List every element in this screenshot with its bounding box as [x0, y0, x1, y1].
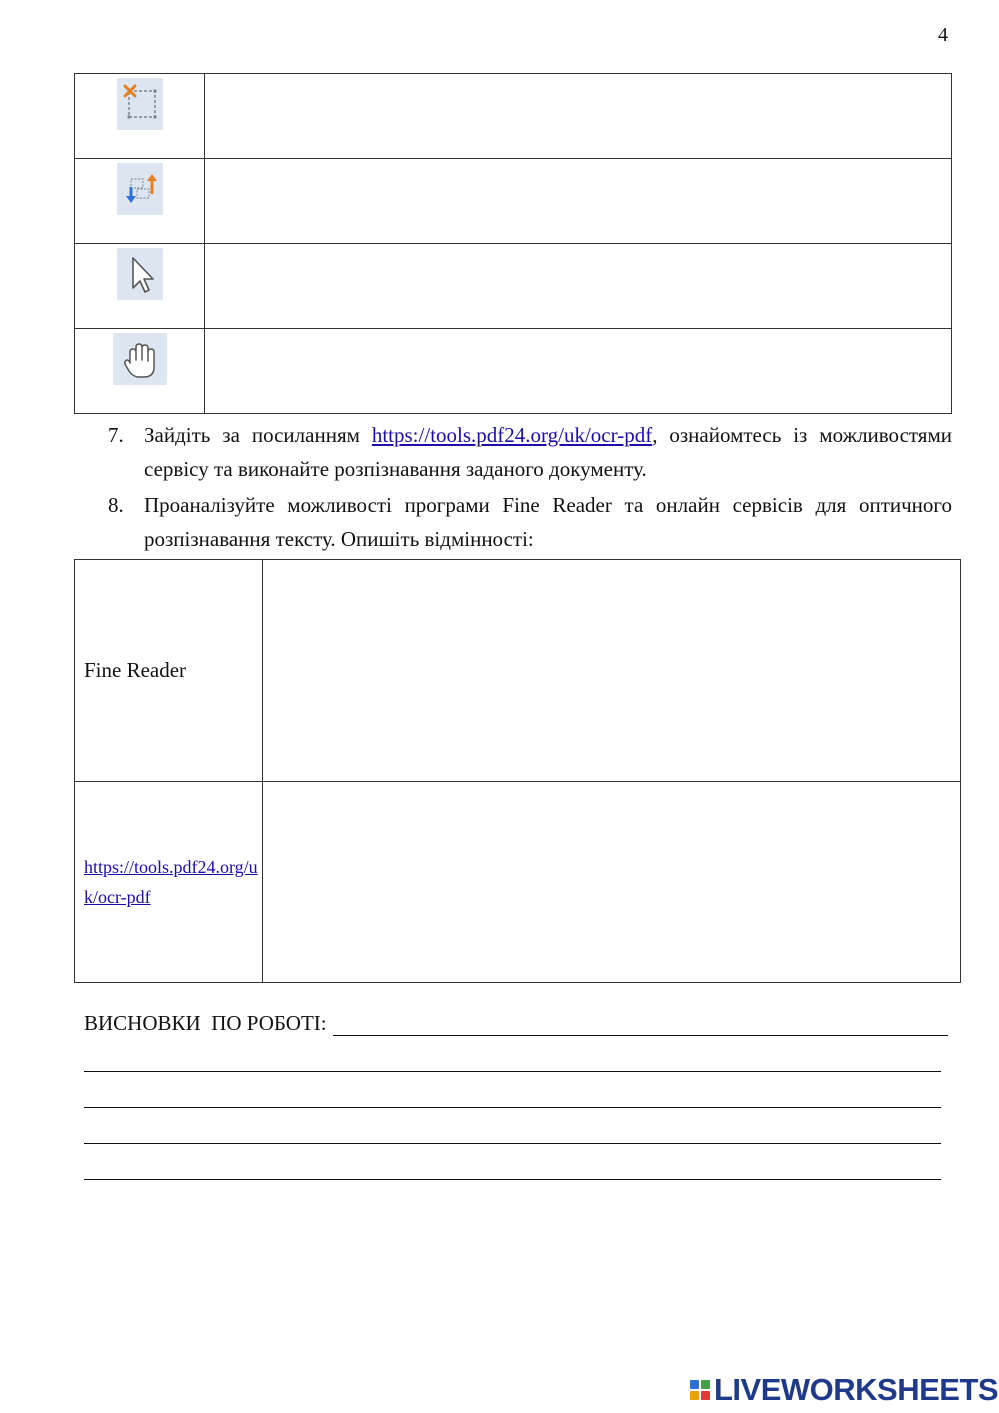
table-row [75, 782, 961, 983]
task-text: Проаналізуйте можливості програми Fine Reader та онлайн сервісів для оптичного розпізнавання тексту. Опишіть відмінності: [144, 493, 952, 551]
row-label-cell [75, 560, 263, 782]
delete-area-icon [117, 78, 163, 130]
ocr-service-link[interactable]: https://tools.pdf24.org/uk/ocr-pdf [371, 423, 653, 447]
icon-cell [75, 329, 205, 414]
answer-line[interactable] [333, 1011, 948, 1036]
description-cell[interactable] [205, 159, 952, 244]
conclusions-section [84, 1004, 950, 1180]
description-cell[interactable] [205, 74, 952, 159]
row-label-cell [75, 782, 263, 983]
task-text-before: Зайдіть за посиланням [144, 423, 372, 447]
liveworksheets-logo [690, 1372, 998, 1408]
icon-description-table [74, 73, 952, 414]
answer-line[interactable] [84, 1036, 941, 1072]
pointer-cursor-icon [117, 248, 163, 300]
table-row [75, 159, 952, 244]
conclusions-header [84, 1004, 950, 1036]
description-cell[interactable] [205, 329, 952, 414]
task-number: 7. [108, 423, 124, 447]
task-text-after: , ознайомтесь із можливостями сервісу та виконайте розпізнавання заданого документу. [144, 423, 952, 481]
table-row [75, 244, 952, 329]
task-item [108, 488, 952, 556]
swap-order-icon [117, 163, 163, 215]
answer-cell[interactable] [263, 782, 961, 983]
answer-line[interactable] [84, 1072, 941, 1108]
table-row [75, 74, 952, 159]
answer-line[interactable] [84, 1108, 941, 1144]
page-number: 4 [938, 24, 948, 46]
task-text [144, 418, 952, 486]
conclusions-title: ВИСНОВКИ ПО РОБОТІ: [84, 1011, 327, 1035]
fine-reader-label: Fine Reader [84, 658, 187, 682]
task-number: 8. [108, 493, 124, 517]
task-list [108, 418, 952, 558]
description-cell[interactable] [205, 244, 952, 329]
table-row [75, 329, 952, 414]
logo-squares-icon [690, 1380, 710, 1400]
answer-line[interactable] [84, 1144, 941, 1180]
task-item [108, 418, 952, 486]
comparison-table [74, 559, 961, 983]
icon-cell [75, 159, 205, 244]
icon-cell [75, 244, 205, 329]
icon-cell [75, 74, 205, 159]
hand-pan-icon [113, 333, 167, 385]
logo-text: LIVEWORKSHEETS [714, 1372, 999, 1407]
table-row [75, 560, 961, 782]
answer-cell[interactable] [263, 560, 961, 782]
pdf24-link[interactable]: https://tools.pdf24.org/uk/ocr-pdf [84, 857, 258, 907]
